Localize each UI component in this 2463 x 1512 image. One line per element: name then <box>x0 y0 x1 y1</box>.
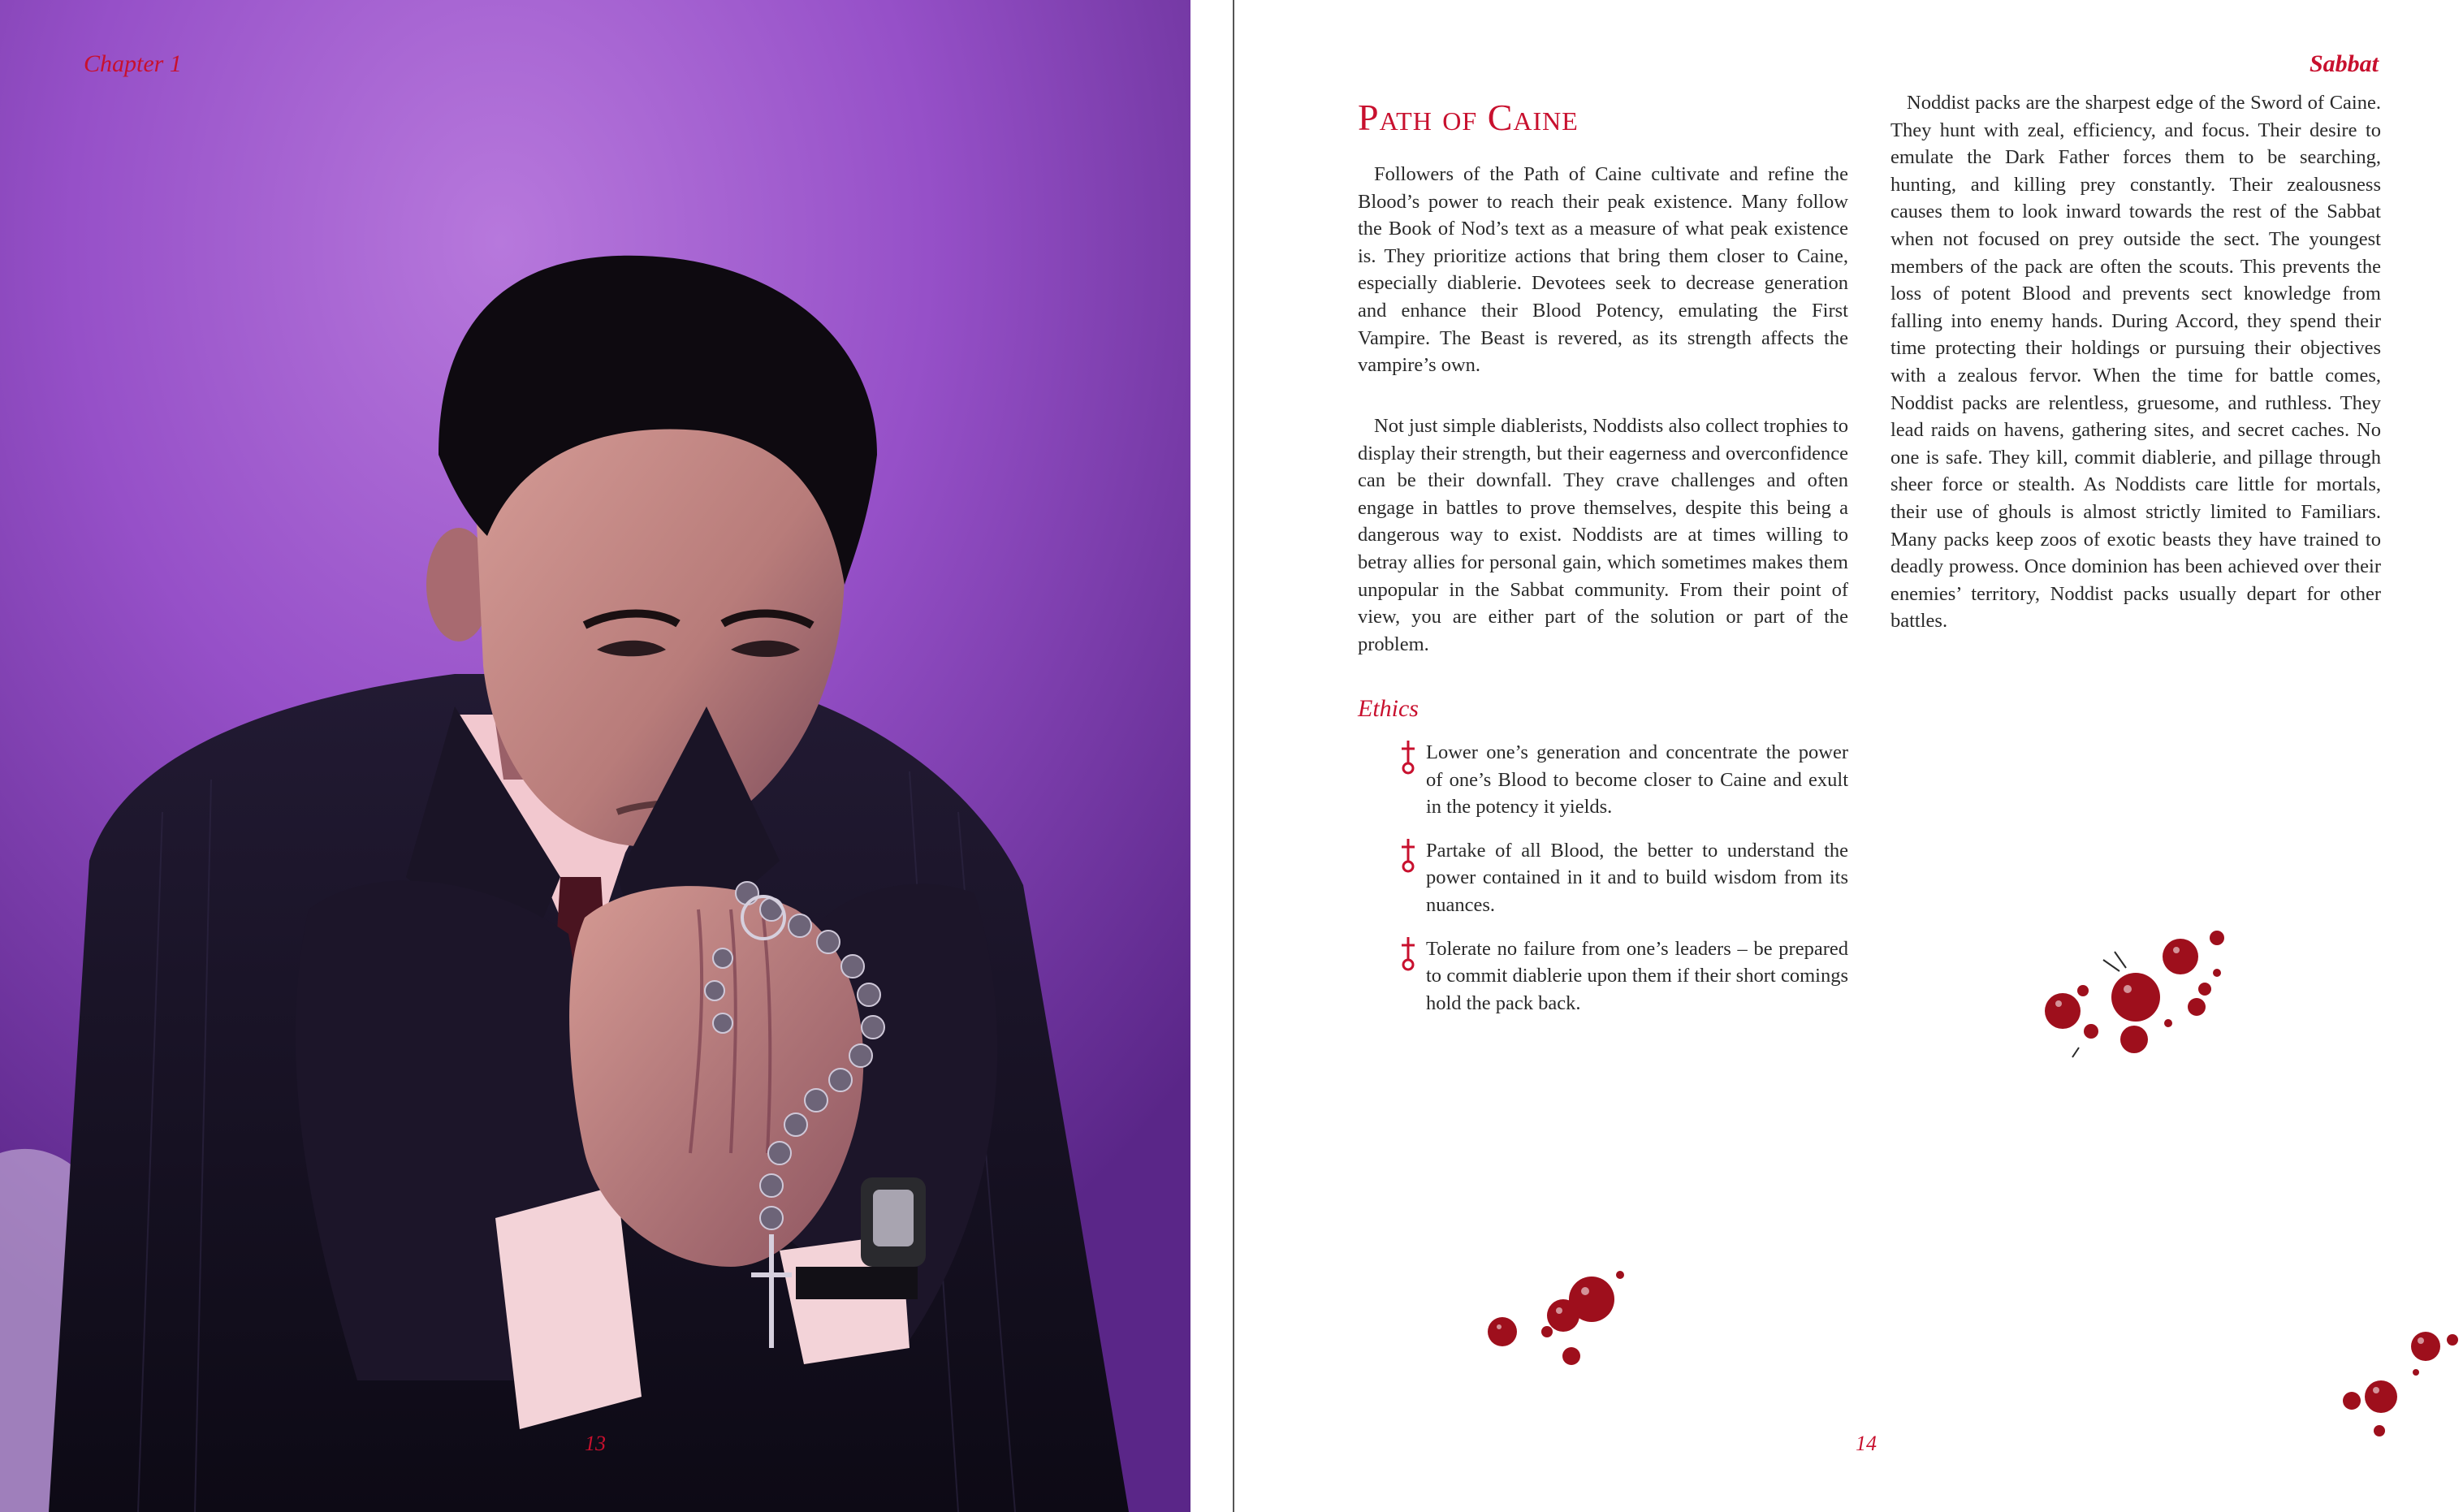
section-title: Path of Caine <box>1358 97 1579 138</box>
running-header-right: Sabbat <box>2309 50 2379 77</box>
paragraph-text: Followers of the Path of Caine cultivate and refine the Blood’s power to reach their peak existence. Many follow the Book of Nod’s text as a measure of what peak existence is. They prioritize actions that bring them closer to Caine, especially diablerie. Devotees seek to decrease generation and enhance their Blood Potency, emulating the First Vampire. The Beast is revered, as its strength affects the vampire’s own. <box>1358 163 1848 377</box>
ankh-cross-bullet-icon <box>1397 935 1419 973</box>
ethics-item-text: Partake of all Blood, the better to understand the power contained in it and to build wisdom from its nuances. <box>1426 839 1848 916</box>
ethics-list <box>1397 739 1848 1033</box>
left-page <box>0 0 1190 1512</box>
portrait-photo <box>0 0 1190 1512</box>
body-paragraph <box>1358 413 1848 658</box>
blood-drop-splatter-icon <box>2030 918 2274 1072</box>
body-paragraph <box>1358 161 1848 379</box>
page-number-right: 14 <box>1856 1432 1877 1455</box>
body-paragraph <box>1890 89 2381 635</box>
ethics-item-text: Tolerate no failure from one’s leaders – be prepared to commit diablerie upon them if their short comings hold the pack back. <box>1426 937 1848 1014</box>
ethics-item <box>1397 837 1848 919</box>
ankh-cross-bullet-icon <box>1397 739 1419 776</box>
blood-drop-splatter-icon <box>1478 1242 1657 1372</box>
ethics-item <box>1397 739 1848 821</box>
right-page <box>1234 0 2463 1512</box>
ethics-heading: Ethics <box>1358 695 1419 722</box>
paragraph-text: Not just simple diablerists, Noddists also collect trophies to display their strength, but their eagerness and overconfidence can be their downfall. They crave challenges and often engage in battles to prove themselves, despite this being a dangerous way to exist. Noddists are at times willing to betray allies for personal gain, which sometimes makes them unpopular in the Sabbat community. From their point of view, you are either part of the solution or part of the problem. <box>1358 415 1848 655</box>
ankh-cross-bullet-icon <box>1397 837 1419 875</box>
page-number-left: 13 <box>585 1432 606 1455</box>
blood-drop-splatter-icon <box>2323 1315 2461 1454</box>
ethics-item-text: Lower one’s generation and concentrate the power of one’s Blood to become closer to Caine and exult in the potency it yields. <box>1426 741 1848 819</box>
running-header-left: Chapter 1 <box>84 50 182 77</box>
ethics-item <box>1397 935 1848 1017</box>
paragraph-text: Noddist packs are the sharpest edge of the Sword of Caine. They hunt with zeal, efficiency, and focus. Their desire to emulate the Dark Father forces them to be searching, hunting, and killing prey constantly. Their zealousness causes them to look inward towards the rest of the Sabbat when not focused on prey outside the sect. The youngest members of the pack are often the scouts. This prevents the loss of potent Blood and prevents sect knowledge from falling into enemy hands. During Accord, they spend their time protecting their holdings or pursuing their objectives with a zealous fervor. When the time for battle comes, Noddist packs are relentless, gruesome, and ruthless. They lead raids on havens, gathering sites, and secret caches. No one is safe. They kill, commit diablerie, and pillage through sheer force or stealth. As Noddists care little for mortals, their use of ghouls is almost strictly limited to Familiars. Many packs keep zoos of exotic beasts they have trained to deadly prowess. Once dominion has been achieved over their enemies’ territory, Noddist packs usually depart for other battles. <box>1890 92 2381 633</box>
